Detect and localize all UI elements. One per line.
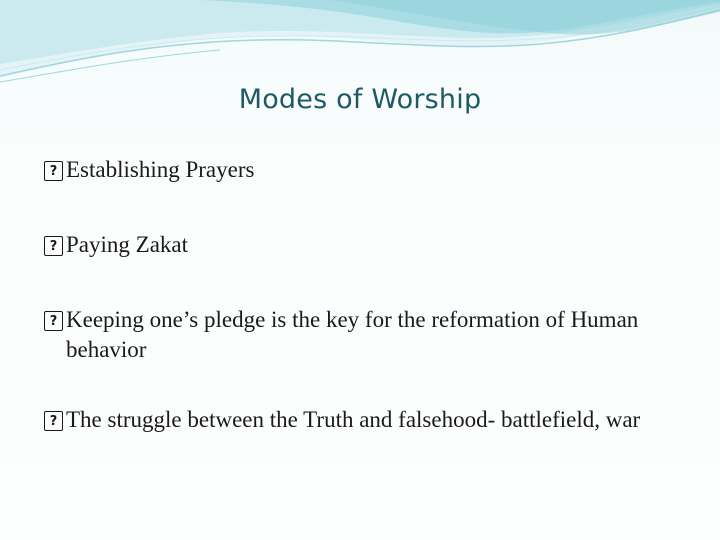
bullet-list — [44, 155, 684, 480]
bullet-text: Keeping one’s pledge is the key for the reformation of Human behavior — [66, 307, 639, 362]
bullet-item — [44, 405, 684, 435]
bullet-box-icon: ? — [44, 411, 63, 431]
bullet-text: Paying Zakat — [66, 232, 188, 257]
slide-title: Modes of Worship — [238, 84, 482, 115]
bullet-box-icon: ? — [44, 236, 63, 256]
bullet-box-icon: ? — [44, 161, 63, 181]
bullet-item — [44, 155, 684, 185]
bullet-text: Establishing Prayers — [66, 157, 255, 182]
decorative-wave-header — [0, 0, 720, 90]
bullet-item — [44, 230, 684, 260]
bullet-text: The struggle between the Truth and falsehood- battlefield, war — [66, 407, 641, 432]
bullet-item — [44, 305, 684, 365]
bullet-box-icon: ? — [44, 311, 63, 331]
